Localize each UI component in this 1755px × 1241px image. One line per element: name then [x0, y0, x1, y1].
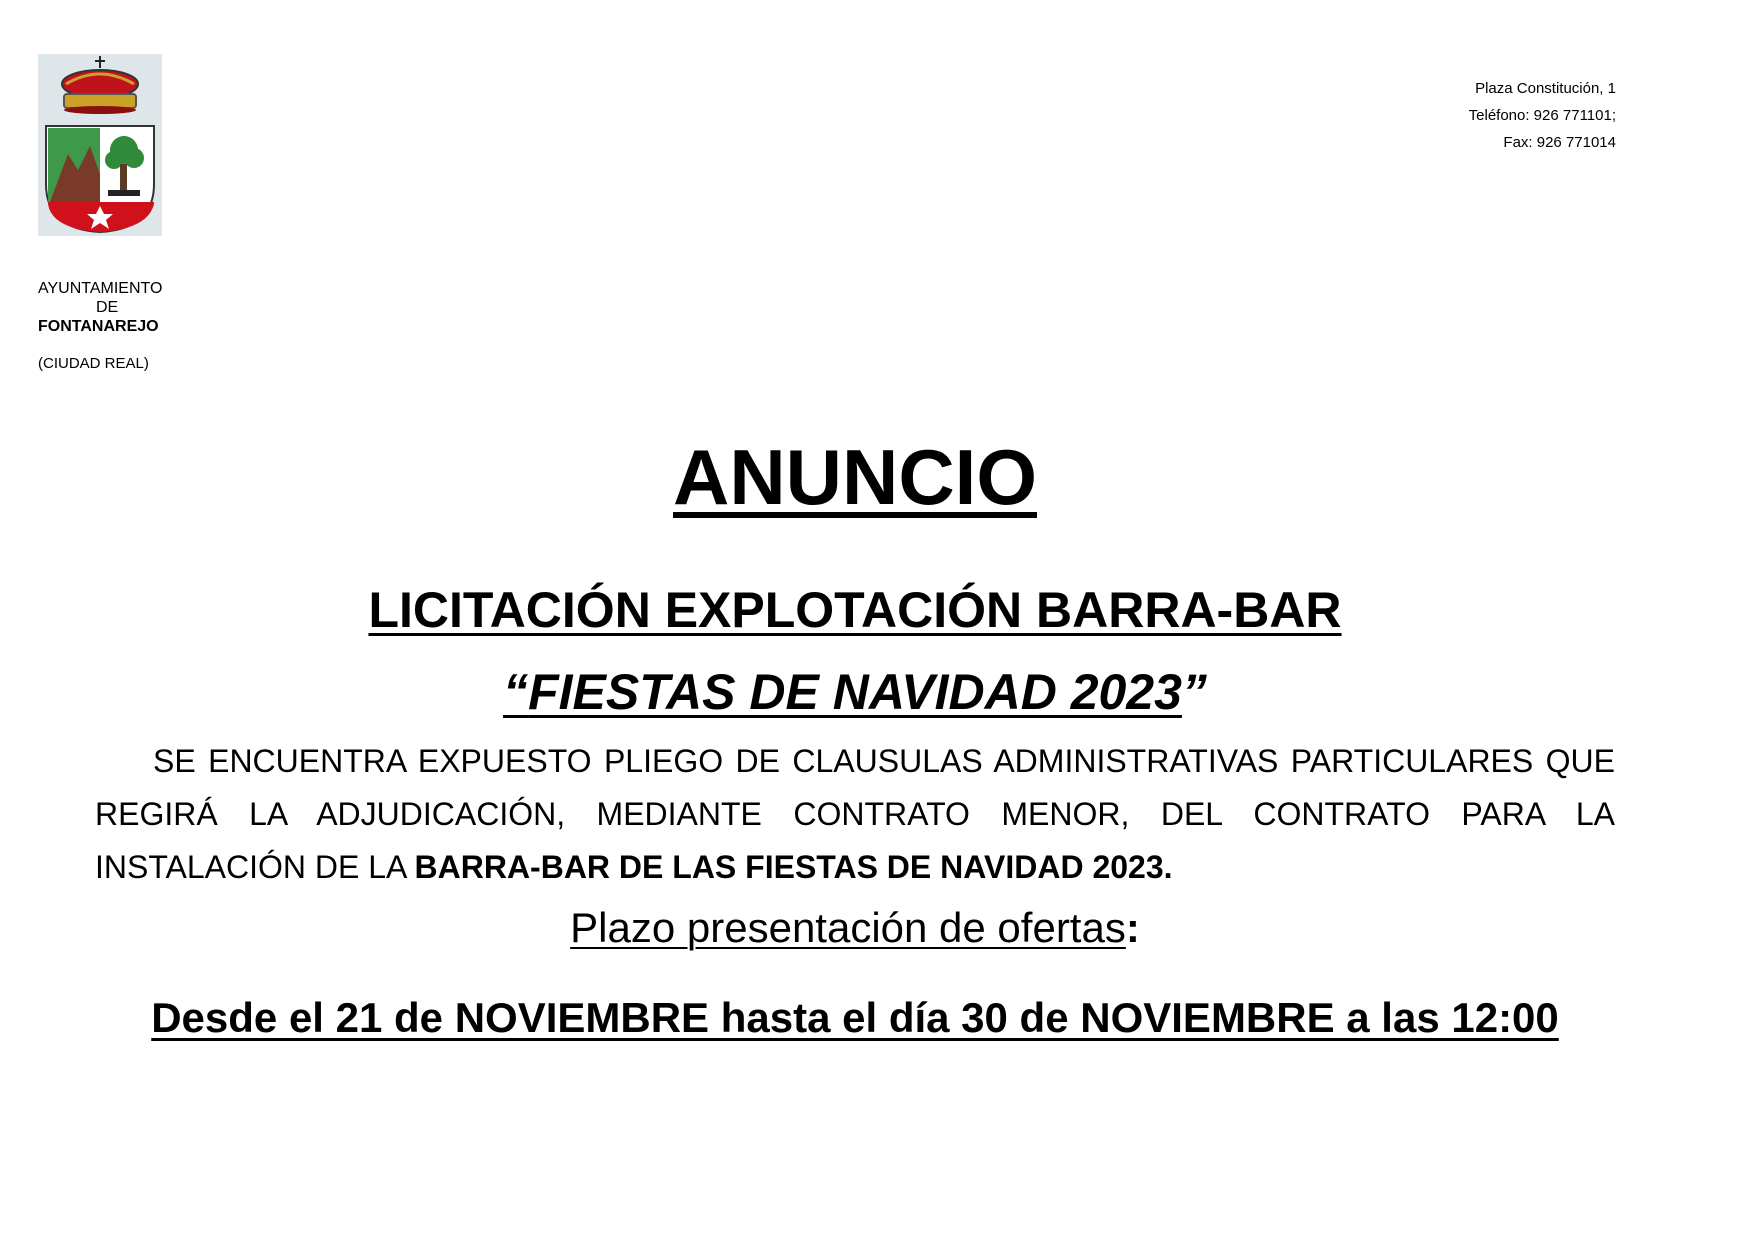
notice-body	[95, 735, 1615, 894]
org-line-de: DE	[96, 299, 119, 316]
deadline-heading	[0, 900, 1710, 956]
contact-block	[1469, 75, 1616, 156]
org-line-fontanarejo: FONTANAREJO	[38, 318, 159, 335]
event-title	[0, 662, 1710, 722]
notice-subtitle-text: LICITACIÓN EXPLOTACIÓN BARRA-BAR	[368, 582, 1342, 638]
fax-line: Fax: 926 771014	[1503, 134, 1616, 151]
event-title-text: FIESTAS DE NAVIDAD 2023	[528, 664, 1182, 720]
event-close-quote: ”	[1181, 664, 1207, 720]
notice-body-text: SE ENCUENTRA EXPUESTO PLIEGO DE CLAUSULAS ADMINISTRATIVAS PARTICULARES QUE REGIRÁ LA ADJUDICACIÓN, MEDIANTE CONTRATO MENOR, DEL CONTRATO PARA LA INSTALACIÓN DE LA	[95, 743, 1615, 885]
notice-title-text: ANUNCIO	[673, 433, 1037, 521]
event-open-quote: “	[503, 664, 529, 720]
coat-of-arms-logo	[38, 54, 162, 236]
deadline-date-text: Desde el 21 de NOVIEMBRE hasta el día 30 de NOVIEMBRE a las 12:00	[151, 994, 1559, 1041]
province-label: (CIUDAD REAL)	[38, 355, 149, 372]
notice-body-bold: BARRA-BAR DE LAS FIESTAS DE NAVIDAD 2023.	[414, 849, 1173, 885]
notice-title	[0, 432, 1710, 522]
org-line-ayuntamiento: AYUNTAMIENTO	[38, 280, 163, 297]
deadline-date	[0, 990, 1710, 1046]
notice-subtitle	[0, 580, 1710, 640]
deadline-label-text: Plazo presentación de ofertas	[570, 904, 1126, 951]
deadline-colon: :	[1125, 904, 1140, 951]
address-line: Plaza Constitución, 1	[1475, 80, 1616, 97]
phone-line: Teléfono: 926 771101;	[1468, 107, 1616, 124]
municipality-name	[38, 279, 162, 336]
